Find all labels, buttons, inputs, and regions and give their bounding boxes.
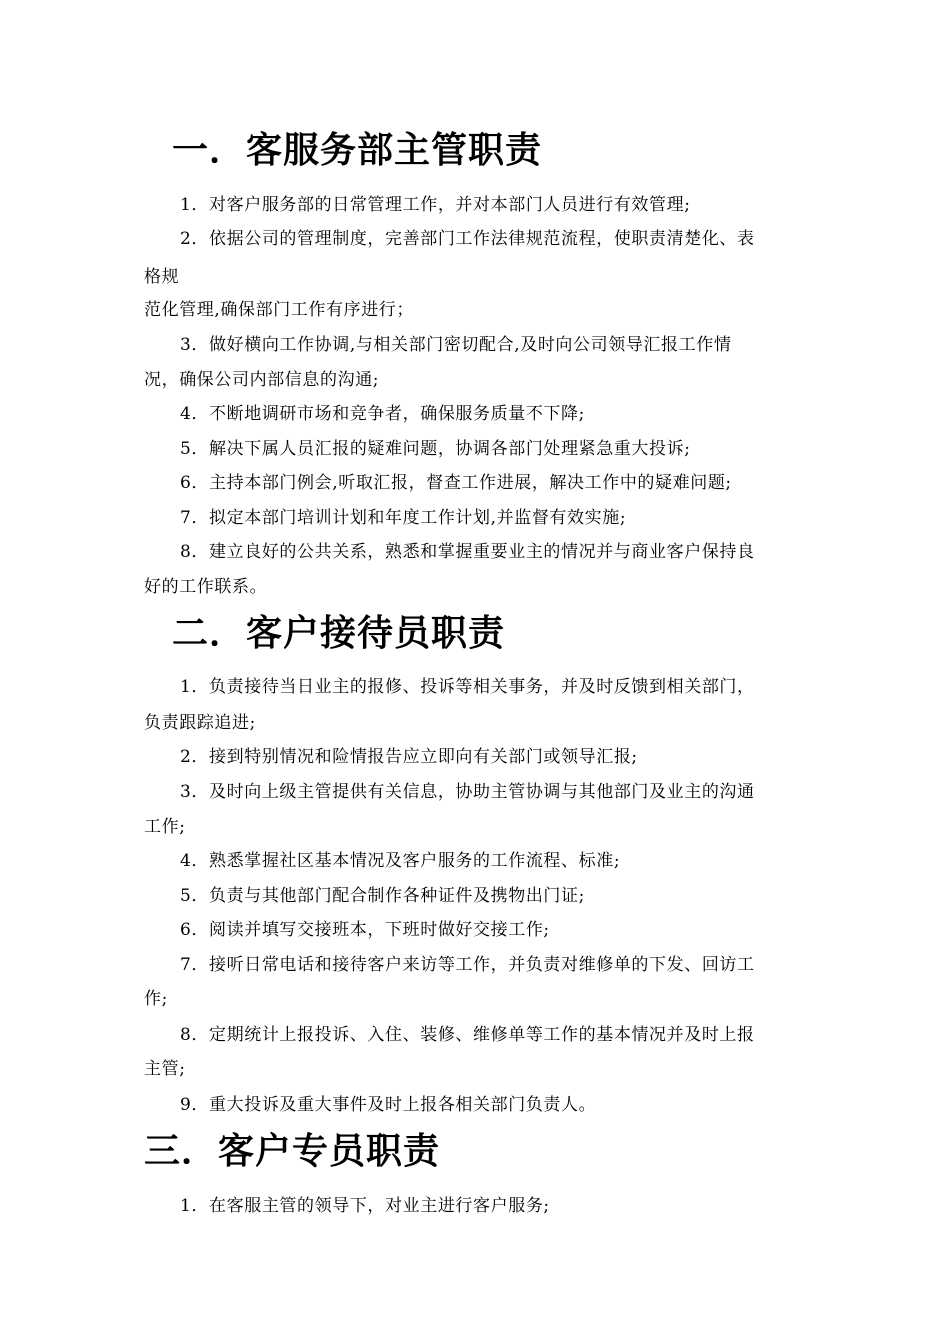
paragraph-line: 4．不断地调研市场和竞争者，确保服务质量不下降; bbox=[180, 404, 585, 424]
paragraph-line: 2．接到特别情况和险情报告应立即向有关部门或领导汇报; bbox=[180, 747, 638, 767]
section-heading: 一．客服务部主管职责 bbox=[172, 129, 543, 171]
paragraph-line: 况，确保公司内部信息的沟通; bbox=[144, 370, 380, 390]
paragraph-line: 1．对客户服务部的日常管理工作，并对本部门人员进行有效管理; bbox=[180, 195, 691, 215]
paragraph-line: 2．依据公司的管理制度，完善部门工作法律规范流程，使职责清楚化、表 bbox=[180, 229, 755, 249]
paragraph-line: 范化管理,确保部门工作有序进行； bbox=[144, 300, 415, 320]
paragraph-line: 6．主持本部门例会,听取汇报，督查工作进展，解决工作中的疑难问题; bbox=[180, 473, 732, 493]
paragraph-line: 1．负责接待当日业主的报修、投诉等相关事务，并及时反馈到相关部门， bbox=[180, 677, 755, 697]
paragraph-line: 1．在客服主管的领导下，对业主进行客户服务; bbox=[180, 1196, 550, 1216]
paragraph-line: 负责跟踪追进; bbox=[144, 713, 256, 733]
paragraph-line: 格规 bbox=[144, 267, 180, 287]
paragraph-line: 6．阅读并填写交接班本，下班时做好交接工作; bbox=[180, 920, 550, 940]
paragraph-line: 5．负责与其他部门配合制作各种证件及携物出门证; bbox=[180, 886, 585, 906]
paragraph-line: 主管; bbox=[144, 1059, 186, 1079]
paragraph-line: 8．定期统计上报投诉、入住、装修、维修单等工作的基本情况并及时上报 bbox=[180, 1025, 755, 1045]
paragraph-line: 3．及时向上级主管提供有关信息，协助主管协调与其他部门及业主的沟通 bbox=[180, 782, 755, 802]
paragraph-line: 好的工作联系。 bbox=[144, 577, 268, 597]
paragraph-line: 5．解决下属人员汇报的疑难问题，协调各部门处理紧急重大投诉; bbox=[180, 439, 691, 459]
paragraph-line: 7．拟定本部门培训计划和年度工作计划,并监督有效实施; bbox=[180, 508, 627, 528]
paragraph-line: 8．建立良好的公共关系，熟悉和掌握重要业主的情况并与商业客户保持良 bbox=[180, 542, 755, 562]
paragraph-line: 9．重大投诉及重大事件及时上报各相关部门负责人。 bbox=[180, 1095, 597, 1115]
paragraph-line: 7．接听日常电话和接待客户来访等工作，并负责对维修单的下发、回访工 bbox=[180, 955, 755, 975]
section-heading: 二．客户接待员职责 bbox=[172, 612, 506, 654]
section-heading: 三．客户专员职责 bbox=[144, 1130, 441, 1172]
paragraph-line: 作; bbox=[144, 989, 168, 1009]
paragraph-line: 4．熟悉掌握社区基本情况及客户服务的工作流程、标准; bbox=[180, 851, 621, 871]
paragraph-line: 工作; bbox=[144, 817, 186, 837]
paragraph-line: 3．做好横向工作协调,与相关部门密切配合,及时向公司领导汇报工作情 bbox=[180, 335, 732, 355]
